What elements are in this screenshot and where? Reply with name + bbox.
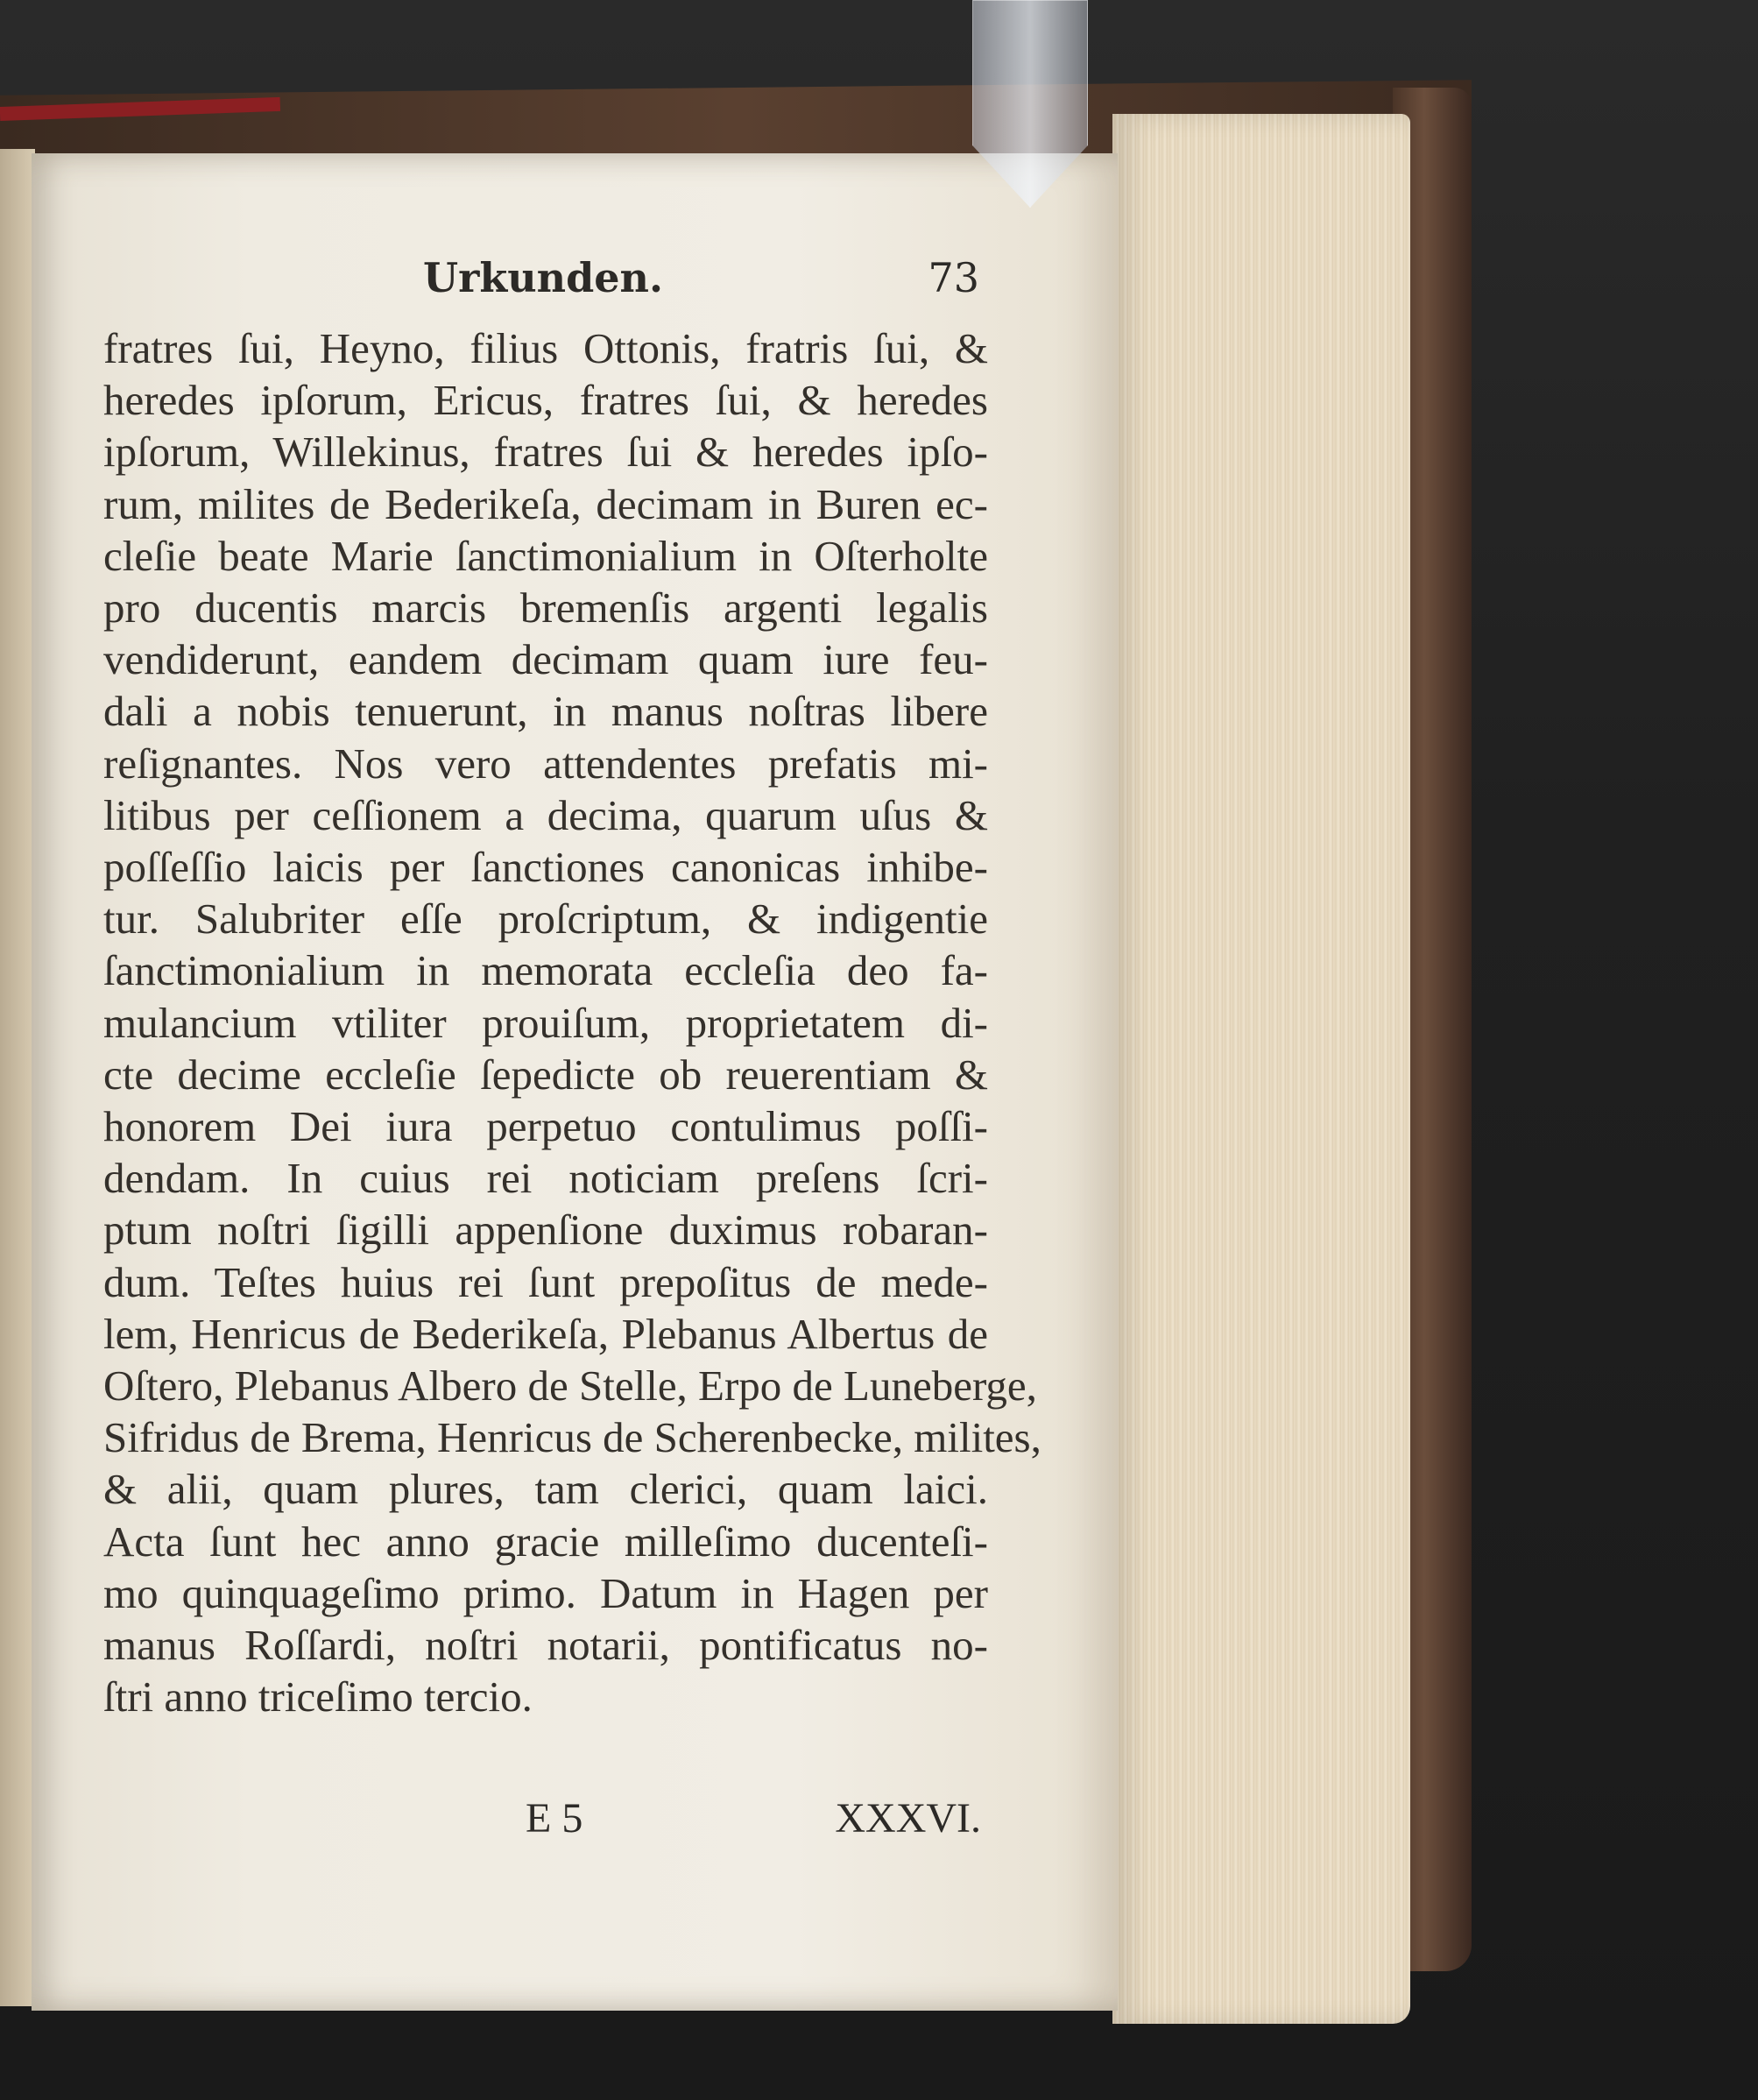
text-line: honorem Dei iura perpetuo contulimus poſſi- [103, 1102, 988, 1151]
text-line: manus Roſſardi, noſtri notarii, pontificatus no- [103, 1621, 988, 1670]
running-title: Urkunden. [423, 254, 664, 301]
book-fore-edge [1112, 114, 1410, 2024]
text-line: mulancium vtiliter prouiſum, proprietatem di- [103, 998, 988, 1047]
text-line: ptum noſtri ſigilli appenſione duximus robaran- [103, 1206, 988, 1255]
text-line: Sifridus de Brema, Henricus de Scherenbecke, milites, [103, 1413, 1041, 1462]
text-line: heredes ipſorum, Ericus, fratres ſui, & heredes [103, 376, 988, 425]
body-text [103, 322, 1041, 1722]
text-line: poſſeſſio laicis per ſanctiones canonicas inhibe- [103, 843, 988, 892]
text-line: dum. Teſtes huius rei ſunt prepoſitus de mede- [103, 1257, 988, 1306]
text-line: pro ducentis marcis bremenſis argenti legalis [103, 583, 988, 633]
text-line: tur. Salubriter eſſe proſcriptum, & indigentie [103, 894, 988, 944]
text-line: dali a nobis tenuerunt, in manus noſtras libere [103, 687, 988, 736]
page-header [103, 254, 979, 301]
text-line: lem, Henricus de Bederikeſa, Plebanus Albertus de [103, 1309, 988, 1358]
text-line: cte decime eccleſie ſepedicte ob reuerentiam & [103, 1050, 988, 1099]
facing-page-edge [0, 149, 35, 2006]
page-text-block [103, 254, 1041, 1722]
text-line: dendam. In cuius rei noticiam preſens ſcri- [103, 1154, 988, 1203]
text-line: fratres ſui, Heyno, filius Ottonis, fratris ſui, & [103, 324, 988, 372]
text-line: litibus per ceſſionem a decima, quarum uſus & [103, 790, 988, 839]
text-line: Acta ſunt hec anno gracie milleſimo ducenteſi- [103, 1517, 988, 1566]
catchword: XXXVI. [835, 1795, 981, 1842]
signature-mark: E 5 [526, 1795, 583, 1842]
text-line: cleſie beate Marie ſanctimonialium in Oſterholte [103, 531, 988, 580]
text-line: mo quinquageſimo primo. Datum in Hagen per [103, 1568, 988, 1617]
text-line: ſanctimonialium in memorata eccleſia deo fa- [103, 946, 988, 995]
text-line: rum, milites de Bederikeſa, decimam in Buren ec- [103, 479, 988, 528]
text-line: Oſtero, Plebanus Albero de Stelle, Erpo de Luneberge, [103, 1361, 1037, 1411]
text-line: & alii, quam plures, tam clerici, quam laici. [103, 1465, 988, 1514]
page-footer [526, 1794, 981, 1842]
page-number: 73 [928, 254, 979, 301]
text-line: ſtri anno triceſimo tercio. [103, 1672, 533, 1722]
text-line: reſignantes. Nos vero attendentes prefatis mi- [103, 739, 988, 788]
text-line: ipſorum, Willekinus, fratres ſui & heredes ipſo- [103, 428, 988, 477]
text-line: vendiderunt, eandem decimam quam iure feu- [103, 635, 988, 684]
